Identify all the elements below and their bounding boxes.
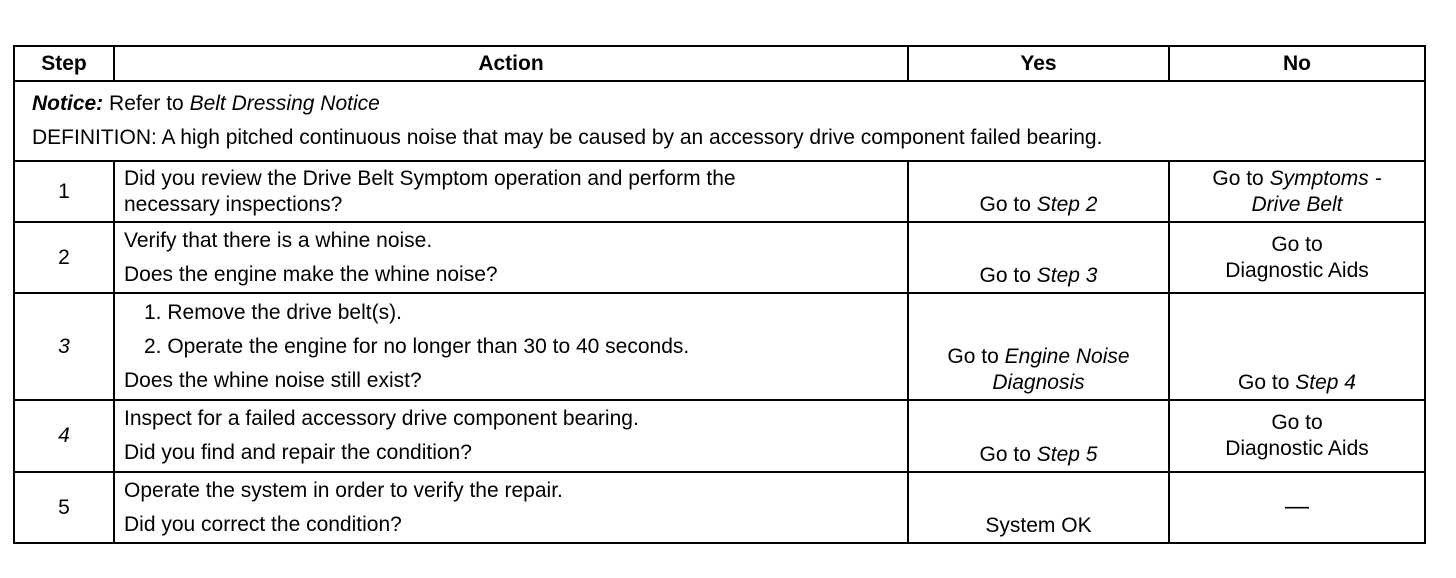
no-diagnostic-aids-link[interactable]: Diagnostic Aids [1225, 437, 1369, 460]
yes-text: Go to [947, 345, 999, 368]
yes-line [918, 344, 1159, 370]
no-cell [1169, 161, 1425, 222]
action-cell [114, 293, 908, 400]
yes-step-link[interactable]: Step 5 [1036, 443, 1098, 466]
yes-diagnosis-link[interactable]: Diagnosis [992, 371, 1085, 394]
no-dash: — [1285, 492, 1309, 520]
table-row [14, 472, 1425, 543]
yes-text: Go to [979, 193, 1031, 216]
step-number: 5 [14, 472, 114, 543]
table-row [14, 293, 1425, 400]
yes-cell [908, 400, 1169, 472]
yes-engine-noise-link[interactable]: Engine Noise [1004, 345, 1130, 368]
yes-cell [908, 222, 1169, 293]
action-cell [114, 222, 908, 293]
table-row [14, 222, 1425, 293]
notice-link[interactable]: Belt Dressing Notice [189, 92, 380, 115]
header-action: Action [114, 46, 908, 81]
yes-cell [908, 472, 1169, 543]
action-cell [114, 472, 908, 543]
no-cell [1169, 400, 1425, 472]
action-line: Verify that there is a whine noise. [124, 228, 433, 252]
no-text: Go to [1271, 232, 1323, 256]
action-line: necessary inspections? [124, 192, 343, 216]
action-cell [114, 400, 908, 472]
notice-text: Refer to [109, 92, 184, 115]
notice-label: Notice: [32, 92, 104, 115]
action-cell [114, 161, 908, 222]
diagnostic-table [13, 45, 1426, 544]
no-drive-belt-link[interactable]: Drive Belt [1251, 193, 1343, 216]
header-no: No [1169, 46, 1425, 81]
action-line: 2. Operate the engine for no longer than 30 to 40 seconds. [144, 334, 690, 358]
table-row [14, 161, 1425, 222]
no-step-link[interactable]: Step 4 [1295, 371, 1356, 394]
no-symptoms-link[interactable]: Symptoms - [1269, 167, 1382, 190]
action-line: Inspect for a failed accessory drive component bearing. [124, 407, 639, 430]
no-cell [1169, 472, 1425, 543]
header-row [14, 46, 1425, 81]
table-row [14, 400, 1425, 472]
action-line: Did you correct the condition? [124, 512, 402, 536]
header-step: Step [14, 46, 114, 81]
yes-step-link[interactable]: Step 2 [1036, 193, 1098, 216]
step-number: 3 [14, 293, 114, 400]
action-line: Does the whine noise still exist? [124, 368, 422, 392]
no-diagnostic-aids-link[interactable]: Diagnostic Aids [1225, 258, 1369, 282]
step-number: 2 [14, 222, 114, 293]
yes-text: Go to [979, 264, 1031, 287]
action-line: Did you review the Drive Belt Symptom operation and perform the [124, 166, 736, 190]
no-cell [1169, 293, 1425, 400]
no-cell [1169, 222, 1425, 293]
yes-step-link[interactable]: Step 3 [1036, 264, 1098, 287]
notice-line [32, 91, 1407, 117]
definition-text: DEFINITION: A high pitched continuous noise that may be caused by an accessory drive component failed bearing. [32, 126, 1103, 149]
no-text: Go to [1271, 411, 1323, 434]
header-yes: Yes [908, 46, 1169, 81]
yes-cell [908, 161, 1169, 222]
action-line: 1. Remove the drive belt(s). [144, 300, 402, 324]
action-line: Does the engine make the whine noise? [124, 262, 498, 286]
action-line: Operate the system in order to verify the repair. [124, 478, 563, 502]
yes-text: Go to [979, 443, 1031, 466]
yes-cell [908, 293, 1169, 400]
notice-cell [14, 81, 1425, 161]
no-text: Go to [1212, 167, 1264, 190]
no-text: Go to [1238, 371, 1290, 394]
step-number: 1 [14, 161, 114, 222]
action-line: Did you find and repair the condition? [124, 441, 472, 464]
yes-text: System OK [985, 514, 1092, 537]
notice-row [14, 81, 1425, 161]
step-number: 4 [14, 400, 114, 472]
no-line [1179, 166, 1415, 192]
